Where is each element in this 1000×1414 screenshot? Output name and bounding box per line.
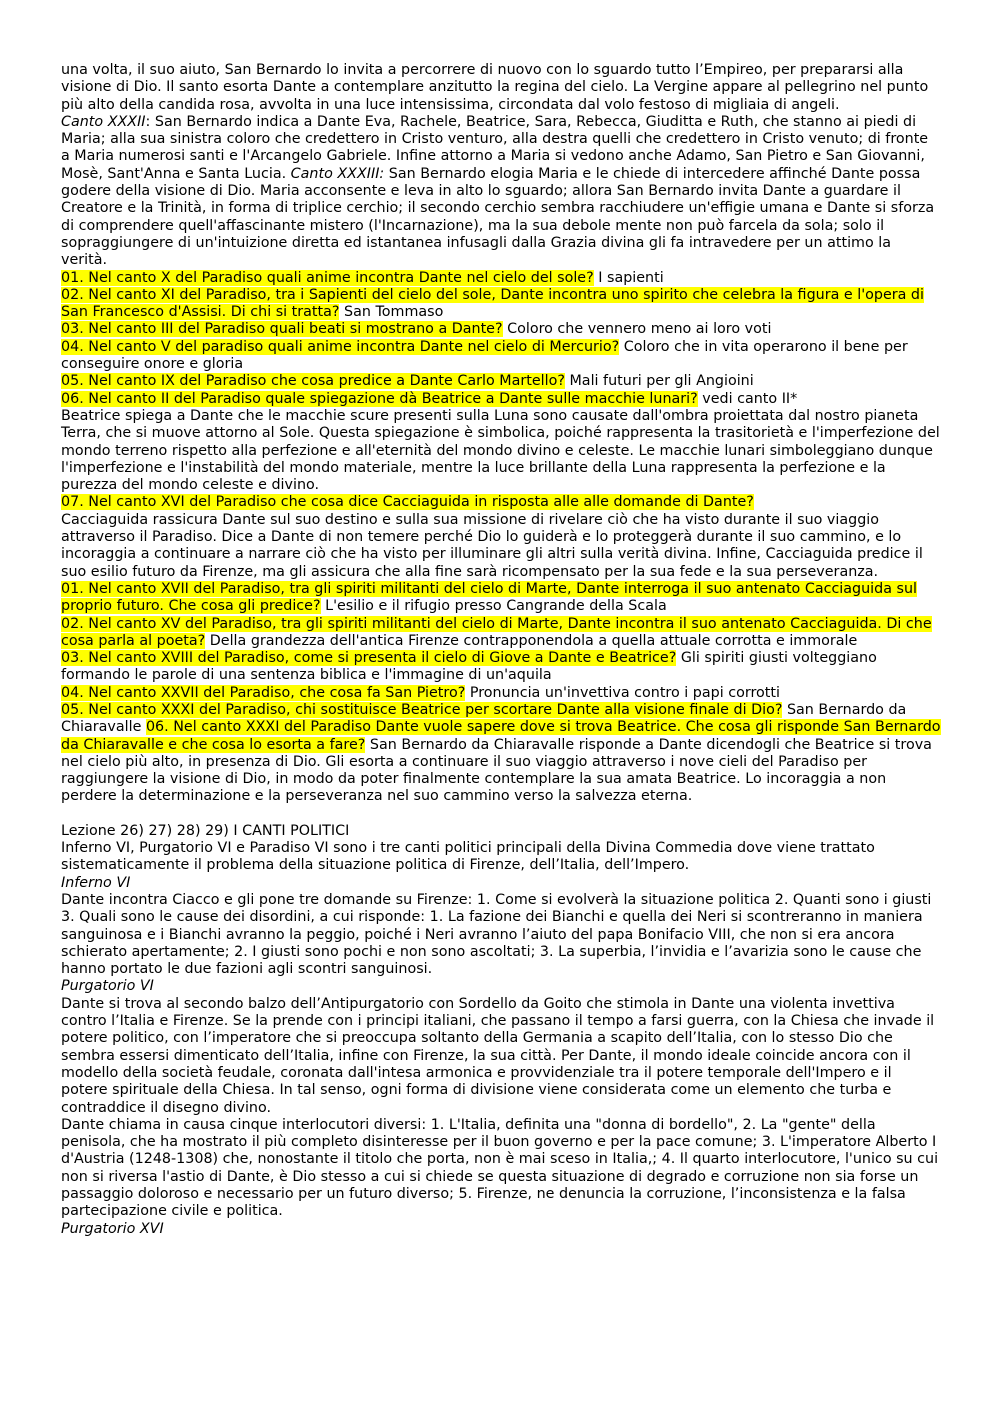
question-text: 07. Nel canto XVI del Paradiso che cosa dice Cacciaguida in risposta alle alle domande di Dante? [61,494,754,511]
question-text: 04. Nel canto XXVII del Paradiso, che cosa fa San Pietro? [61,684,466,701]
question-text: 04. Nel canto V del paradiso quali anime incontra Dante nel cielo di Mercurio? [61,338,620,355]
answer-text: Coloro che in vita operarono il bene per conseguire onore e gloria [61,338,908,373]
question-text: 05. Nel canto XXXI del Paradiso, chi sostituisce Beatrice per scortare Dante alla visione finale di Dio? [61,701,783,718]
answer-text: Mali futuri per gli Angioini [564,373,754,390]
question-item [61,373,941,390]
canto-33-text: San Bernardo elogia Maria e le chiede di intercedere affinché Dante possa godere della visione di Dio. Maria acconsente e leva in alto lo sguardo; allora San Bernardo invita Dante a guardare il Creatore e la Trinità, in forma di triplice cerchio; il secondo cerchio sembra racchiudere un'effigie umana e Dante si sforza di comprendere quell'affascinante mistero (l'Incarnazione), ma la sua debole mente non può farcela da sola; solo il sopraggiungere di un'intuizione diretta ed istantanea infusagli dalla Grazia divina gli fa intravedere per un attimo la verità. [61,165,935,269]
purgatorio-16-heading: Purgatorio XVI [61,1220,164,1237]
question-text: 02. Nel canto XV del Paradiso, tra gli spiriti militanti del cielo di Marte, Dante incontra il suo antenato Cacciaguida. Di che cosa parla al poeta? [61,615,932,649]
lesson-title: Lezione 26) 27) 28) 29) I CANTI POLITICI [61,822,350,839]
answer-text: L'esilio e il rifugio presso Cangrande della Scala [320,598,667,615]
question-item [61,270,941,287]
question-item [61,321,941,338]
question-text: 05. Nel canto IX del Paradiso che cosa predice a Dante Carlo Martello? [61,373,565,390]
question-item [61,702,941,806]
question-item [61,685,941,702]
answer-text: Pronuncia un'invettiva contro i papi corrotti [465,684,780,701]
canto-2-explanation: Beatrice spiega a Dante che le macchie scure presenti sulla Luna sono causate dall'ombra proiettata dal nostro pianeta Terra, che si muove attorno al Sole. Questa spiegazione è simbolica, poiché rappresenta la trasitorietà e l'imperfezione del mondo terreno rispetto alla perfezione e all'eternità del mondo divino e celeste. Le macchie lunari simboleggiano dunque l'imperfezione e l'instabilità del mondo materiale, mentre la luce brillante della Luna rappresenta la perfezione e la purezza del mondo celeste e divino. [61,407,940,494]
inferno-6-heading: Inferno VI [61,874,131,891]
inferno-6-text: Dante incontra Ciacco e gli pone tre domande su Firenze: 1. Come si evolverà la situazione politica 2. Quanti sono i giusti 3. Quali sono le cause dei disordini, a cui risponde: 1. La fazione dei Bianchi e quella dei Neri si scontreranno in maniera sanguinosa e i Bianchi avranno la peggio, poiché i Neri avranno l’aiuto del papa Bonifacio VIII, che non si era ancora schierato apertamente; 2. I giusti sono pochi e non sono ascoltati; 3. La superbia, l’invidia e l’avarizia sono le cause che hanno portato le due fazioni agli scontri sanguinosi. [61,891,932,978]
lesson-intro: Inferno VI, Purgatorio VI e Paradiso VI sono i tre canti politici principali della Divina Commedia dove viene trattato sistematicamente il problema della situazione politica di Firenze, dell’Italia, dell’Impero. [61,840,875,874]
question-item [61,650,941,685]
answer-text: Gli spiriti giusti volteggiano formando le parole di una sentenza biblica e l'immagine di un'aquila [61,650,877,684]
purgatorio-6-heading: Purgatorio VI [61,978,154,995]
question-text: 03. Nel canto XVIII del Paradiso, come si presenta il cielo di Giove a Dante e Beatrice? [61,650,677,667]
answer-text: I sapienti [593,269,664,286]
answer-text: vedi canto II* [697,390,798,407]
question-text: 01. Nel canto XVII del Paradiso, tra gli spiriti militanti del cielo di Marte, Dante interroga il suo antenato Cacciaguida sul proprio futuro. Che cosa gli predice? [61,580,918,615]
answer-text: San Bernardo da Chiaravalle risponde a Dante dicendogli che Beatrice si trova nel cielo più alto, in presenza di Dio. Gli esorta a continuare il suo viaggio attraverso i nove cieli del Paradiso per raggiungere la visione di Dio, in modo da poter finalmente contemplare la sua amata Beatrice. Lo incoraggia a non perdere la determinazione e la perseveranza nel suo cammino verso la salvezza eterna. [61,736,932,805]
question-text: 06. Nel canto XXXI del Paradiso Dante vuole sapere dove si trova Beatrice. Che cosa gli risponde San Bernardo da Chiaravalle e che cosa lo esorta a fare? [61,719,941,753]
blank-line [61,806,941,823]
answer-paragraph: Cacciaguida rassicura Dante sul suo destino e sulla sua missione di rivelare ciò che ha visto durante il suo viaggio attraverso il Paradiso. Dice a Dante di non temere perché Dio lo guiderà e lo proteggerà durante il suo cammino, e lo incoraggia a continuare a narrare ciò che ha visto per illuminare gli altri sulla verità divina. Infine, Cacciaguida predice il suo esilio futuro da Firenze, ma gli assicura che alla fine sarà ricompensato per la sua fede e la sua perseveranza. [61,511,923,580]
purgatorio-6-text: Dante si trova al secondo balzo dell’Antipurgatorio con Sordello da Goito che stimola in Dante una violenta invettiva contro l’Italia e Firenze. Se la prende con i principi italiani, che passano il tempo a farsi guerra, con la Chiesa che invade il potere politico, con l’imperatore che si preoccupa soltanto della Germania a scapito dell’Italia, con lo stesso Dio che sembra essersi dimenticato dell’Italia, infine con Firenze, la sua città. Per Dante, il mondo ideale coincide ancora con il modello della società feudale, coronata dall'intesa armonica e provvidenziale tra il potere temporale dell'Impero e il potere spirituale della Chiesa. In tal senso, ogni forma di divisione viene considerata come un elemento che turba e contraddice il disegno divino. [61,995,935,1116]
question-item [61,339,941,374]
answer-text: San Bernardo da Chiaravalle [61,701,907,736]
question-text: 03. Nel canto III del Paradiso quali beati si mostrano a Dante? [61,321,503,338]
question-text: 01. Nel canto X del Paradiso quali anime incontra Dante nel cielo del sole? [61,269,594,286]
canto-32-text: : San Bernardo indica a Dante Eva, Rachele, Beatrice, Sara, Rebecca, Giuditta e Ruth, che stanno ai piedi di Maria; alla sua sinistra coloro che credettero in Cristo venturo, alla destra quelli che credettero in Cristo venuto; di fronte a Maria numerosi santi e l'Arcangelo Gabriele. Infine attorno a Maria si vedono anche Adamo, San Pietro e San Giovanni, Mosè, Sant'Anna e Santa Lucia. [61,113,929,182]
question-item [61,287,941,322]
purgatorio-6-interlocutors: Dante chiama in causa cinque interlocutori diversi: 1. L'Italia, definita una "donna di bordello", 2. La "gente" della penisola, che ha mostrato il più completo disinteresse per il buon governo e per la pace comune; 3. L'imperatore Alberto I d'Austria (1248-1308) che, nonostante il titolo che porta, non è mai sceso in Italia,; 4. Il quarto interlocutore, l'unico su cui non si riversa l'astio di Dante, è Dio stesso a cui si chiede se questa situazione di degrado e corruzione non sia forse un passaggio doloroso e necessario per un futuro diverso; 5. Firenze, ne denuncia la corruzione, l’inconsistenza e la falsa partecipazione civile e politica. [61,1116,939,1220]
answer-text: San Tommaso [339,304,444,321]
question-text: 02. Nel canto XI del Paradiso, tra i Sapienti del cielo del sole, Dante incontra uno spirito che celebra la figura e l'opera di San Francesco d'Assisi. Di chi si tratta? [61,286,924,321]
question-item [61,391,941,408]
question-text: 06. Nel canto II del Paradiso quale spiegazione dà Beatrice a Dante sulle macchie lunari? [61,390,698,407]
intro-paragraph: una volta, il suo aiuto, San Bernardo lo invita a percorrere di nuovo con lo sguardo tutto l’Empireo, per prepararsi alla visione di Dio. Il santo esorta Dante a contemplare anzitutto la regina del cielo. La Vergine appare al pellegrino nel punto più alto della candida rosa, avvolta in una luce intensissima, circondata dal volo festoso di migliaia di angeli. [61,62,929,113]
question-item [61,581,941,616]
answer-text: Coloro che vennero meno ai loro voti [502,321,772,338]
question-item [61,616,941,651]
canto-32-label: Canto XXXII [61,113,146,130]
canto-33-label: Canto XXXIII: [290,165,385,182]
question-item [61,494,941,511]
document-page [61,62,941,1238]
canto-32-33-paragraph [61,114,941,270]
answer-text: Della grandezza dell'antica Firenze contrapponendola a quella attuale corrotta e immorale [205,632,858,649]
